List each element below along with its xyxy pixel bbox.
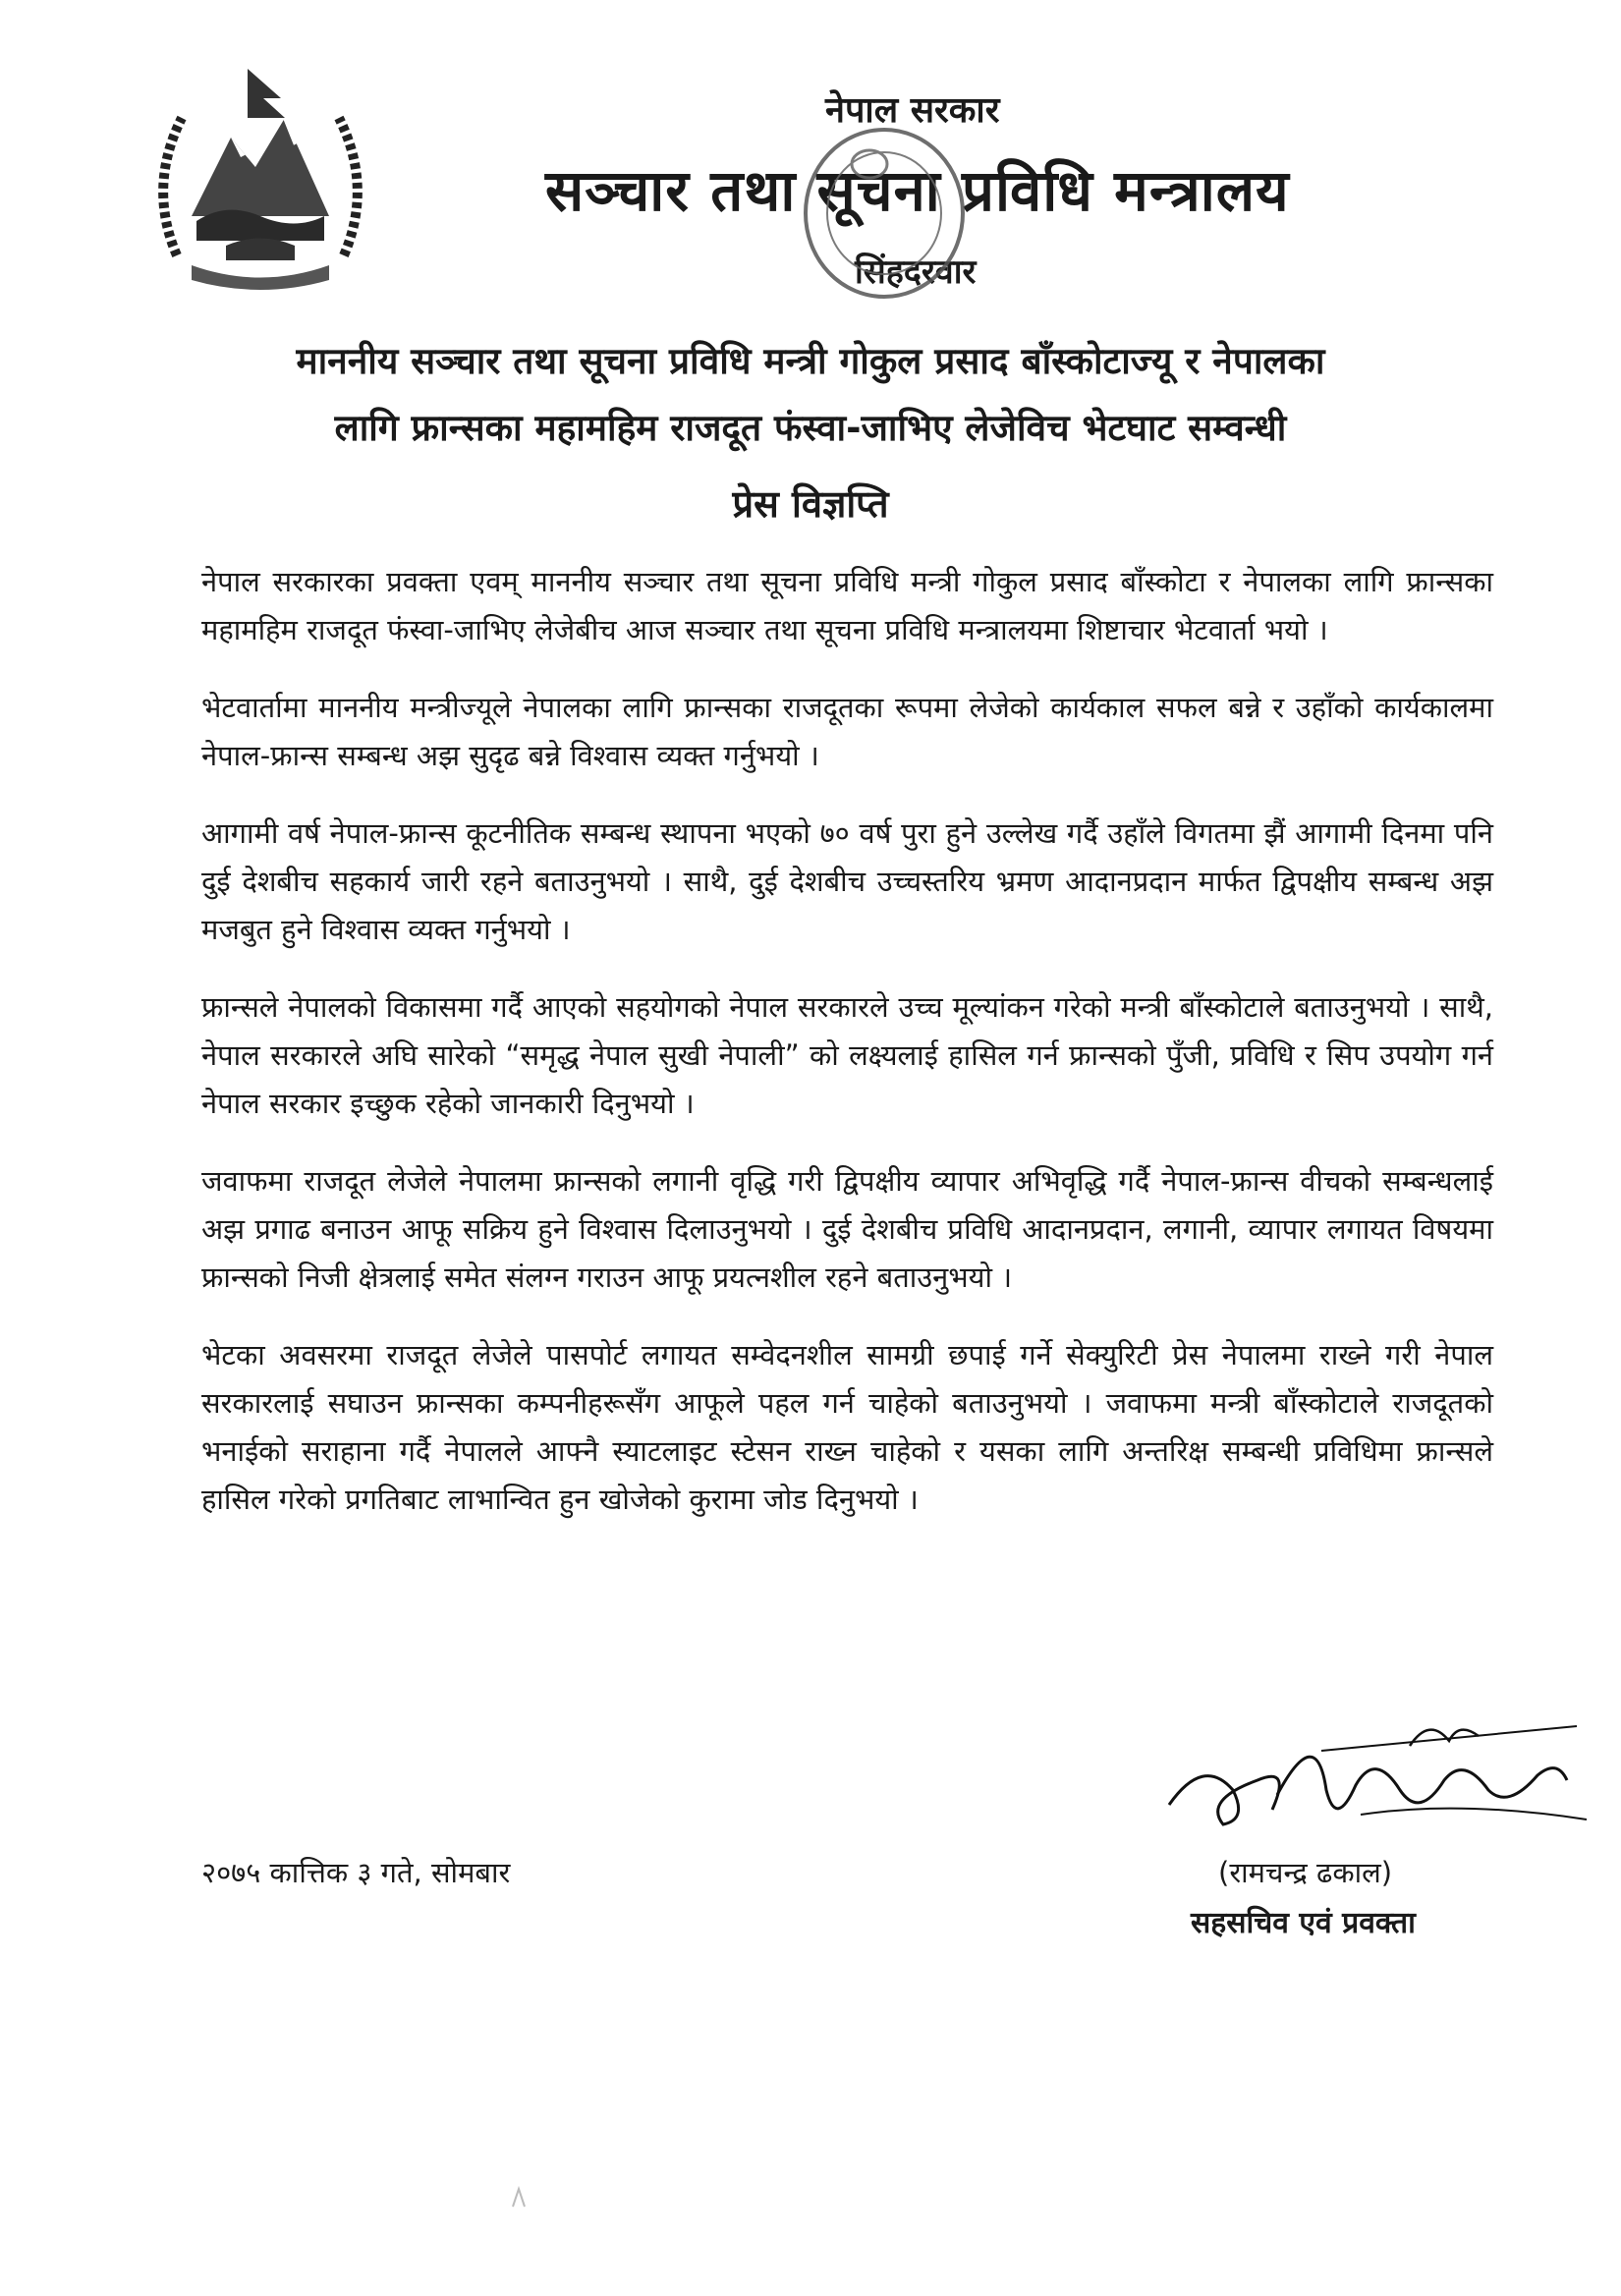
paragraph-4: फ्रान्सले नेपालको विकासमा गर्दै आएको सहयोगको नेपाल सरकारले उच्च मूल्यांकन गरेको मन्त्री बाँस्कोटाले बताउनुभयो । साथै, नेपाल सरकारले अघि सारेको “समृद्ध नेपाल सुखी नेपाली” को लक्ष्यलाई हासिल गर्न फ्रान्सको पुँजी, प्रविधि र सिप उपयोग गर्न नेपाल सरकार इच्छुक रहेको जानकारी दिनुभयो । — [201, 990, 1493, 1120]
press-release-body — [201, 558, 1493, 1553]
office-stamp-icon — [796, 120, 973, 307]
signer-title: सहसचिव एवं प्रवक्ता — [1191, 1906, 1416, 1940]
signer-name: (रामचन्द्र ढकाल) — [1218, 1856, 1393, 1889]
paragraph-2: भेटवार्तामा माननीय मन्त्रीज्यूले नेपालका लागि फ्रान्सका राजदूतका रूपमा लेजेको कार्यकाल सफल बन्ने र उहाँको कार्यकालमा नेपाल-फ्रान्स सम्बन्ध अझ सुदृढ बन्ने विश्वास व्यक्त गर्नुभयो । — [201, 691, 1493, 772]
title-line-2: लागि फ्रान्सका महामहिम राजदूत फंस्वा-जाभिए लेजेविच भेटघाट सम्वन्धी — [334, 407, 1287, 449]
government-label: नेपाल सरकार — [825, 90, 1000, 131]
ministry-name: सञ्चार तथा सूचना प्रविधि मन्त्रालय — [545, 157, 1290, 224]
title-line-1: माननीय सञ्चार तथा सूचना प्रविधि मन्त्री गोकुल प्रसाद बाँस्कोटाज्यू र नेपालका — [296, 340, 1325, 382]
paragraph-5: जवाफमा राजदूत लेजेले नेपालमा फ्रान्सको लगानी वृद्धि गरी द्विपक्षीय व्यापार अभिवृद्धि गर्दै नेपाल-फ्रान्स वीचको सम्बन्धलाई अझ प्रगाढ बनाउन आफू सक्रिय हुने विश्वास दिलाउनुभयो । दुई देशबीच प्रविधि आदानप्रदान, लगानी, व्यापार लगायत विषयमा फ्रान्सको निजी क्षेत्रलाई समेत संलग्न गराउन आफू प्रयत्नशील रहने बताउनुभयो । — [201, 1164, 1493, 1294]
document-title — [177, 328, 1444, 462]
press-release-heading: प्रेस विज्ञप्ति — [732, 482, 889, 526]
paragraph-1: नेपाल सरकारका प्रवक्ता एवम् माननीय सञ्चार तथा सूचना प्रविधि मन्त्री गोकुल प्रसाद बाँस्कोटा र नेपालका लागि फ्रान्सका महामहिम राजदूत फंस्वा-जाभिए लेजेबीच आज सञ्चार तथा सूचना प्रविधि मन्त्रालयमा शिष्टाचार भेटवार्ता भयो । — [201, 565, 1493, 646]
release-date: २०७५ कात्तिक ३ गते, सोमबार — [201, 1856, 511, 1889]
nepal-emblem-icon — [138, 59, 383, 295]
office-location: सिंहदरवार — [855, 252, 977, 292]
paragraph-6: भेटका अवसरमा राजदूत लेजेले पासपोर्ट लगायत सम्वेदनशील सामग्री छपाई गर्ने सेक्युरिटी प्रेस नेपालमा राख्ने गरी नेपाल सरकारलाई सघाउन फ्रान्सका कम्पनीहरूसँग आफूले पहल गर्न चाहेको बताउनुभयो । जवाफमा मन्त्री बाँस्कोटाले राजदूतको भनाईको सराहाना गर्दै नेपालले आफ्नै स्याटलाइट स्टेसन राख्न चाहेको र यसका लागि अन्तरिक्ष सम्बन्धी प्रविधिमा फ्रान्सले हासिल गरेको प्रगतिबाट लाभान्वित हुन खोजेको कुरामा जोड दिनुभयो । — [201, 1338, 1493, 1516]
scan-mark-icon — [509, 2185, 531, 2211]
signature-icon — [1164, 1682, 1596, 1869]
paragraph-3: आगामी वर्ष नेपाल-फ्रान्स कूटनीतिक सम्बन्ध स्थापना भएको ७० वर्ष पुरा हुने उल्लेख गर्दै उहाँले विगतमा झैं आगामी दिनमा पनि दुई देशबीच सहकार्य जारी रहने बताउनुभयो । साथै, दुई देशबीच उच्चस्तरिय भ्रमण आदानप्रदान मार्फत द्विपक्षीय सम्बन्ध अझ मजबुत हुने विश्वास व्यक्त गर्नुभयो । — [201, 816, 1493, 946]
